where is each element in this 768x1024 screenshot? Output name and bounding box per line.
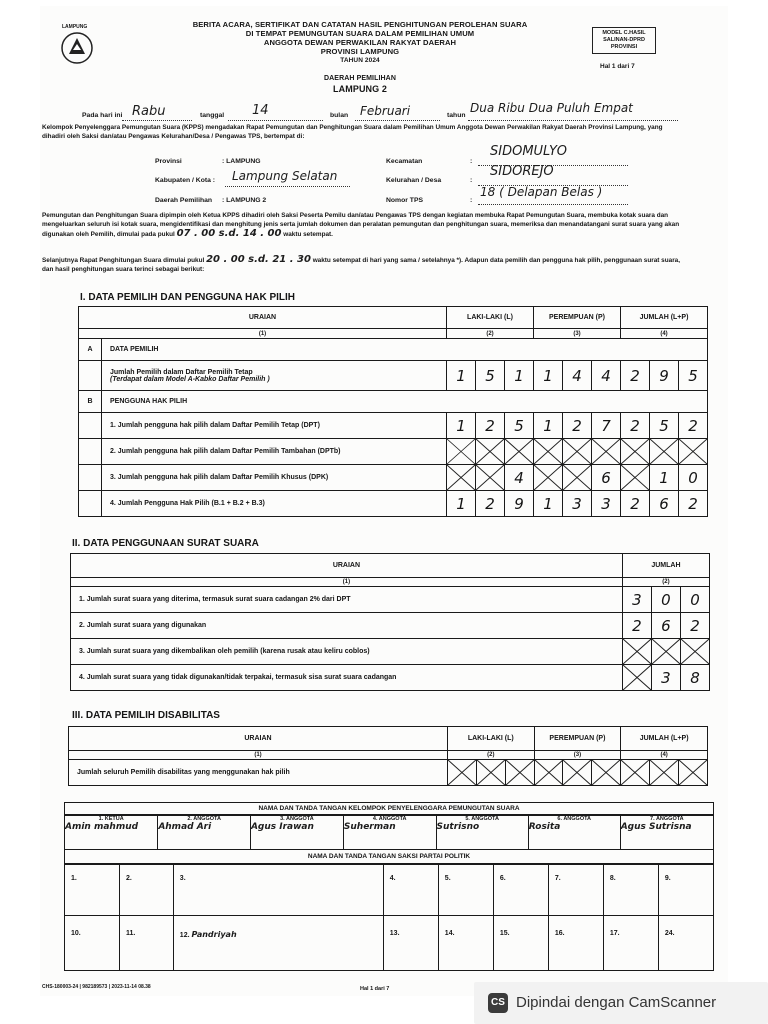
kabupaten-label: Kabupaten / Kota : [155, 177, 216, 184]
row-ii3-label: 3. Jumlah surat suara yang dikembalikan oleh pemilih (karena rusak atau keliru coblos) [71, 639, 623, 665]
year-value: Dua Ribu Dua Puluh Empat [470, 101, 633, 115]
row-a-code: A [79, 339, 102, 361]
kelurahan-value: SIDOREJO [490, 164, 554, 179]
col-laki-3: LAKI-LAKI (L) [448, 727, 535, 751]
row-a-title: DATA PEMILIH [102, 339, 708, 361]
col-uraian-3: URAIAN [69, 727, 448, 751]
dapil-value: LAMPUNG 2 [333, 84, 387, 94]
section2-title: II. DATA PENGGUNAAN SURAT SUARA [72, 538, 259, 549]
row-b3-label: 3. Jumlah pengguna hak pilih dalam Daftar Pemilih Khusus (DPK) [102, 465, 447, 491]
signature-table [64, 802, 714, 815]
logo-text: LAMPUNG [62, 24, 88, 30]
section1-table: URAIAN LAKI-LAKI (L) PEREMPUAN (P) JUMLAH (L+P) (1) (2) (3) (4) A DATA PEMILIH Jumlah Pemilih dalam Daftar Pemilih Tetap (Terdapat dalam Model A-Kabko Daftar Pemilih ) 1 5 1 1 4 4 2 9 5 B PENGGUNA HAK PILIH 1. Jumlah pengguna hak pilih dalam Daftar Pemilih Tetap (DPT) 1 2 5 1 2 7 2 5 2 2. Jumlah pengguna hak pilih dalam Daftar Pemilih Tambahan (DPTb) 3. Jumlah pengguna hak pilih dalam Daftar Pemilih Khusus (DPK) 4 6 1 0 4. Jumlah Pengguna Hak Pilih (B.1 + B.2 + B.3) 1 2 9 1 3 3 2 6 2 [78, 306, 708, 517]
camscanner-icon: CS [488, 993, 508, 1013]
header-line3: ANGGOTA DEWAN PERWAKILAN RAKYAT DAERAH [263, 38, 457, 47]
col-jumlah: JUMLAH (L+P) [621, 307, 708, 329]
dapil-label: DAERAH PEMILIHAN [324, 75, 396, 82]
model-box: MODEL C.HASIL SALINAN-DPRD PROVINSI [592, 27, 656, 54]
col-laki: LAKI-LAKI (L) [447, 307, 534, 329]
footer-code: CHS-180003-24 | 982189573 | 2023-11-14 08.38 [42, 984, 151, 990]
para2-time: 20 . 00 s.d. 21 . 30 [206, 254, 311, 265]
row-iii1-label: Jumlah seluruh Pemilih disabilitas yang menggunakan hak pilih [69, 760, 448, 786]
tps-label: Nomor TPS [386, 197, 424, 204]
month-label: bulan [330, 112, 349, 119]
header-line4: PROVINSI LAMPUNG [320, 47, 400, 56]
kabupaten-value: Lampung Selatan [232, 169, 338, 183]
intro-paragraph: Kelompok Penyelenggara Pemungutan Suara (KPPS) mengadakan Rapat Pemungutan dan Penghitungan Suara dalam Pemilihan Umum Anggota Dewan Perwakilan Rakyat Daerah Provinsi Lampung, yang dihadiri oleh Saksi dan/atau Pengawas Kelurahan/Desa / Pengawas TPS, bertempat di: [42, 124, 663, 140]
kecamatan-label: Kecamatan [386, 158, 423, 165]
camscanner-watermark [474, 982, 768, 1024]
col-perempuan-3: PEREMPUAN (P) [534, 727, 621, 751]
day-value: Rabu [132, 104, 166, 119]
section3-title: III. DATA PEMILIH DISABILITAS [72, 710, 220, 721]
row-b1-label: 1. Jumlah pengguna hak pilih dalam Daftar Pemilih Tetap (DPT) [102, 413, 447, 439]
para1-end: waktu setempat. [283, 231, 333, 238]
row-b2-label: 2. Jumlah pengguna hak pilih dalam Daftar Pemilih Tambahan (DPTb) [102, 439, 447, 465]
para1-text: Pemungutan dan Penghitungan Suara dipimpin oleh Ketua KPPS dihadiri oleh Saksi Peserta Pemilu dan/atau Pengawas TPS dengan kegiatan membuka Rapat Pemungutan Suara, membuka kotak suara dan mengeluarkan seluruh isi kotak suara, mengidentifikasi dan menghitung jenis serta jumlah dokumen dan peralatan pemungutan dan penghitungan suara, memeriksa dan menandatangani surat suara yang akan digunakan oleh Pemilih, dimulai pada pukul [42, 212, 680, 238]
dapil2-value: : LAMPUNG 2 [222, 197, 267, 204]
kpps-sign-title: NAMA DAN TANDA TANGAN KELOMPOK PENYELENGGARA PEMUNGUTAN SUARA [65, 803, 714, 815]
header-line2: DI TEMPAT PEMUNGUTAN SUARA DALAM PEMILIHAN UMUM [245, 29, 475, 38]
row-b-title: PENGGUNA HAK PILIH [102, 391, 708, 413]
kpu-logo [55, 24, 99, 68]
para2-b: waktu setempat di hari yang sama / setelahnya *). Adapun data pemilih dan pengguna hak pilih, penggunaan surat suara, dan hasil penghitungan suara terinci sebagai berikut: [42, 257, 681, 273]
col-perempuan: PEREMPUAN (P) [534, 307, 621, 329]
provinsi-label: Provinsi [155, 158, 182, 165]
row-ii4-label: 4. Jumlah surat suara yang tidak digunakan/tidak terpakai, termasuk sisa surat suara cadangan [71, 665, 623, 691]
page-number: Hal 1 dari 7 [600, 63, 635, 70]
row-ii1-label: 1. Jumlah surat suara yang diterima, termasuk surat suara cadangan 2% dari DPT [71, 587, 623, 613]
provinsi-value: : LAMPUNG [222, 158, 261, 165]
section1-title: I. DATA PEMILIH DAN PENGGUNA HAK PILIH [80, 292, 295, 303]
row-a1-label: Jumlah Pemilih dalam Daftar Pemilih Tetap (Terdapat dalam Model A-Kabko Daftar Pemilih ) [102, 361, 447, 391]
kelurahan-label: Kelurahan / Desa [386, 177, 442, 184]
dapil2-label: Daerah Pemilihan [155, 197, 213, 204]
footer-page: Hal 1 dari 7 [360, 986, 390, 992]
saksi-signature-grid: 1. 2. 3. 4. 5. 6. 7. 8. 9. 10. 11. 12. Pandriyah 13. 14. 15. 16. 17. 24. [64, 864, 714, 971]
row-b4-label: 4. Jumlah Pengguna Hak Pilih (B.1 + B.2 + B.3) [102, 491, 447, 517]
section3-table: URAIAN LAKI-LAKI (L) PEREMPUAN (P) JUMLAH (L+P) (1) (2) (3) (4) Jumlah seluruh Pemilih disabilitas yang menggunakan hak pilih [68, 726, 708, 786]
day-label: Pada hari ini [82, 112, 123, 119]
header-line5: TAHUN 2024 [340, 57, 380, 64]
year-label: tahun [447, 112, 466, 119]
para1-time: 07 . 00 s.d. 14 . 00 [176, 228, 282, 239]
col-jumlah-2: JUMLAH [622, 554, 709, 578]
camscanner-text: Dipindai dengan CamScanner [516, 994, 717, 1011]
kecamatan-value: SIDOMULYO [490, 144, 568, 159]
saksi-sign-title: NAMA DAN TANDA TANGAN SAKSI PARTAI POLITIK [65, 850, 714, 864]
month-value: Februari [360, 104, 411, 118]
kpps-signature-row: 1. KETUA Amin mahmud 2. ANGGOTA Ahmad Ari 3. ANGGOTA Agus Irawan 4. ANGGOTA Suherman 5. ANGGOTA Sutrisno 6. ANGGOTA Rosita 7. ANGGOTA Agus Sutrisna NAMA DAN TANDA TANGAN SAKSI PARTAI POLITIK [64, 815, 714, 864]
section2-table: URAIAN JUMLAH (1) (2) 1. Jumlah surat suara yang diterima, termasuk surat suara cadangan 2% dari DPT 3 0 0 2. Jumlah surat suara yang digunakan 2 6 2 3. Jumlah surat suara yang dikembalikan oleh pemilih (karena rusak atau keliru coblos) 4. Jumlah surat suara yang tidak digunakan/tidak terpakai, termasuk sisa surat suara cadangan 3 8 [70, 553, 710, 691]
col-uraian-2: URAIAN [71, 554, 623, 578]
para2-a: Selanjutnya Rapat Penghitungan Suara dimulai pukul [42, 257, 205, 264]
date-label: tanggal [200, 112, 225, 119]
row-b-code: B [79, 391, 102, 413]
header-line1: BERITA ACARA, SERTIFIKAT DAN CATATAN HASIL PENGHITUNGAN PEROLEHAN SUARA [192, 20, 528, 29]
tps-value: 18 ( Delapan Belas ) [480, 185, 603, 199]
col-uraian: URAIAN [79, 307, 447, 329]
date-value: 14 [252, 103, 269, 118]
col-jumlah-3: JUMLAH (L+P) [621, 727, 708, 751]
row-ii2-label: 2. Jumlah surat suara yang digunakan [71, 613, 623, 639]
